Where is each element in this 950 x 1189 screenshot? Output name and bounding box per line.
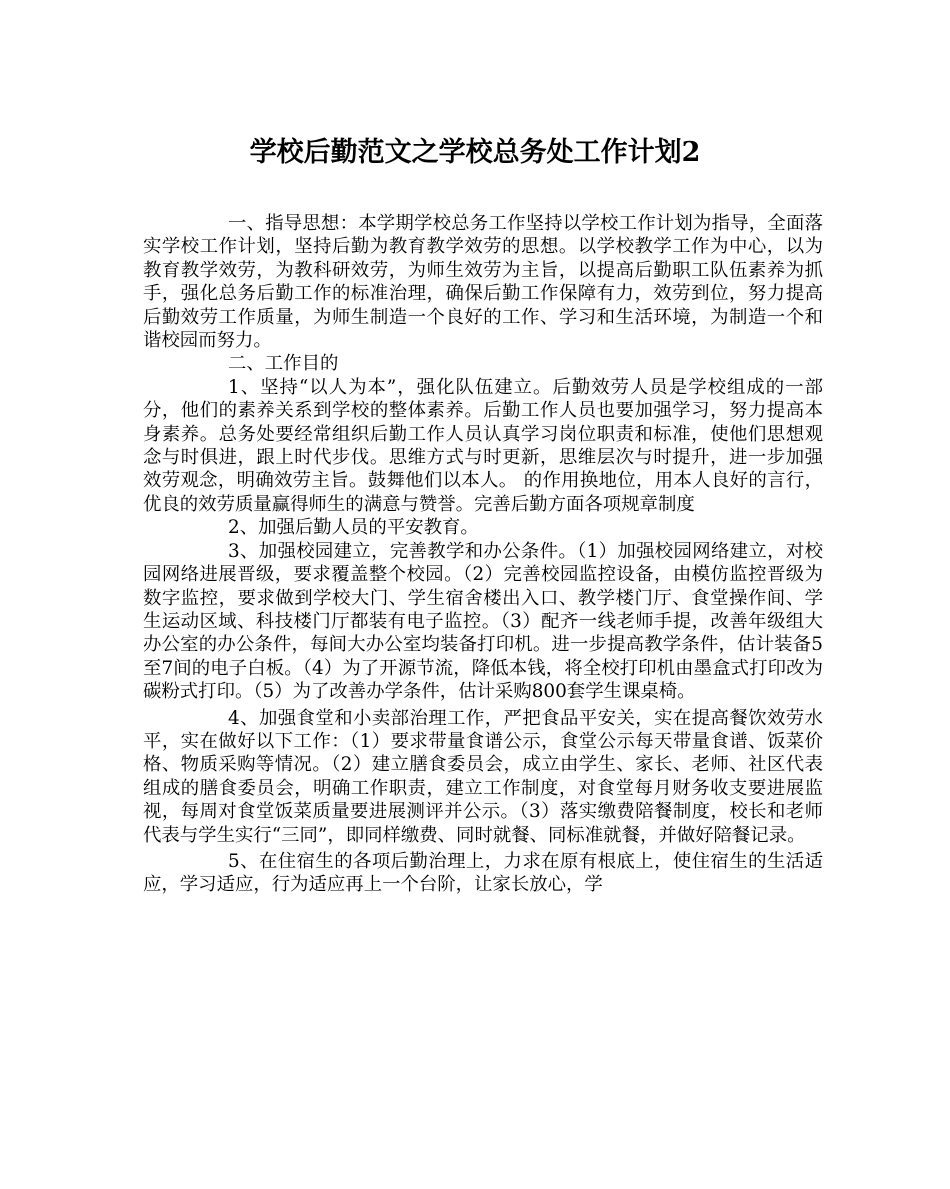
paragraph-item-3: 3、加强校园建立，完善教学和办公条件。（1）加强校园网络建立，对校园网络进展晋级，要求覆盖整个校园。（2）完善校园监控设备，由模仿监控晋级为数字监控，要求做到学校大门、学生宿舍楼出入口、教学楼门厅、食堂操作间、学生运动区域、科技楼门厅都装有电子监控。（3）配齐一线老师手提，改善年级组大办公室的办公条件，每间大办公室均装备打印机。进一步提高教学条件，估计装备5至7间的电子白板。（4）为了开源节流，降低本钱，将全校打印机由墨盒式打印改为碳粉式打印。（5）为了改善办学条件，估计采购800套学生课桌椅。 (143, 540, 823, 703)
paragraph-item-4: 4、加强食堂和小卖部治理工作，严把食品平安关，实在提高餐饮效劳水平，实在做好以下工作：（1）要求带量食谱公示，食堂公示每天带量食谱、饭菜价格、物质采购等情况。（2）建立膳食委员会，成立由学生、家长、老师、社区代表组成的膳食委员会，明确工作职责，建立工作制度，对食堂每月财务收支要进展监视，每周对食堂饭菜质量要进展测评并公示。（3）落实缴费陪餐制度，校长和老师代表与学生实行“三同”，即同样缴费、同时就餐、同标准就餐，并做好陪餐记录。 (143, 707, 823, 846)
paragraph-item-2: 2、加强后勤人员的平安教育。 (228, 517, 479, 539)
document-body (143, 212, 823, 897)
document-title: 学校后勤范文之学校总务处工作计划2 (249, 137, 701, 168)
paragraph-item-5: 5、在住宿生的各项后勤治理上，力求在原有根底上，使住宿生的生活适应，学习适应，行为适应再上一个台阶，让家长放心，学 (143, 850, 823, 896)
paragraph-work-goals-heading: 二、工作目的 (228, 353, 339, 375)
paragraph-guiding-ideology: 一、指导思想：本学期学校总务工作坚持以学校工作计划为指导，全面落实学校工作计划，坚持后勤为教育教学效劳的思想。以学校教学工作为中心，以为教育教学效劳，为教科研效劳，为师生效劳为主旨，以提高后勤职工队伍素养为抓手，强化总务后勤工作的标准治理，确保后勤工作保障有力，效劳到位，努力提高后勤效劳工作质量，为师生制造一个良好的工作、学习和生活环境，为制造一个和谐校园而努力。 (143, 213, 823, 352)
paragraph-item-1: 1、坚持“以人为本”，强化队伍建立。后勤效劳人员是学校组成的一部分，他们的素养关系到学校的整体素养。后勤工作人员也要加强学习，努力提高本身素养。总务处要经常组织后勤工作人员认真学习岗位职责和标准，使他们思想观念与时俱进，跟上时代步伐。思维方式与时更新，思维层次与时提升，进一步加强效劳观念，明确效劳主旨。鼓舞他们以本人。 的作用换地位，用本人良好的言行，优良的效劳质量赢得师生的满意与赞誉。完善后勤方面各项规章制度 (143, 376, 823, 515)
